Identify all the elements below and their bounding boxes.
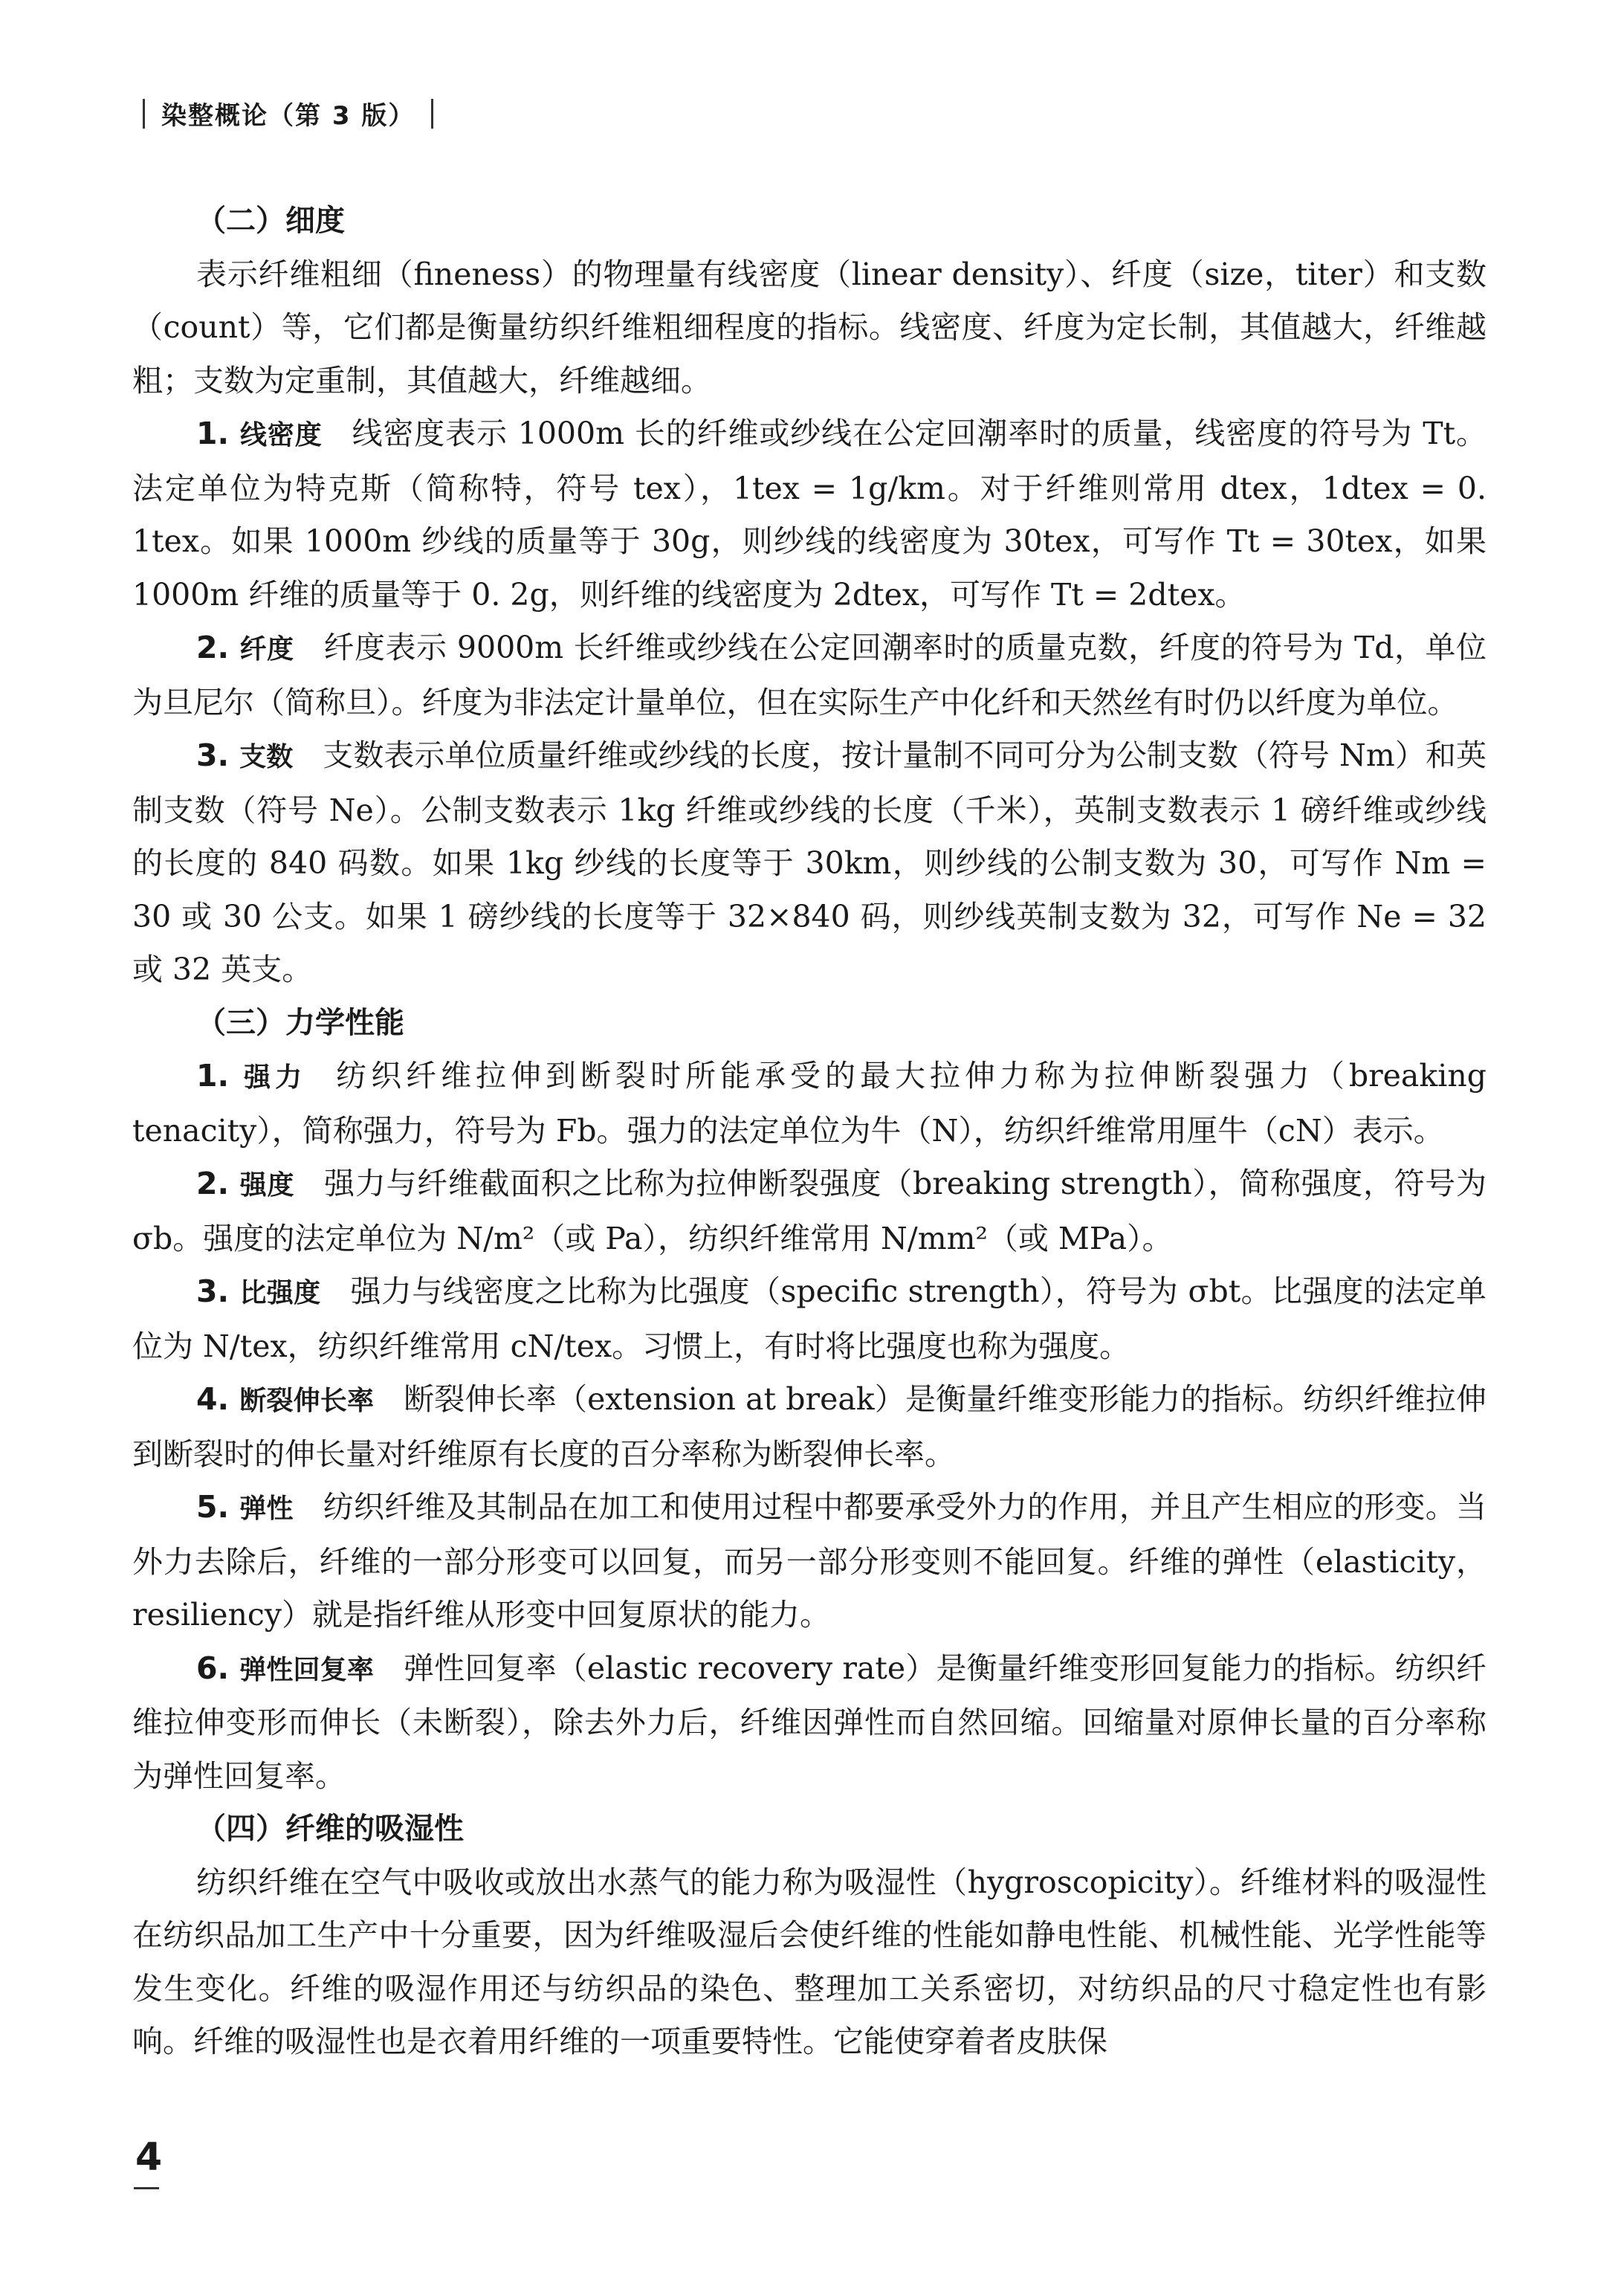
definition-text: 纤度表示 9000m 长纤维或纱线在公定回潮率时的质量克数，纤度的符号为 Td，单位为旦尼尔（简称旦）。纤度为非法定计量单位，但在实际生产中化纤和天然丝有时仍以纤度为单位。 — [132, 630, 1486, 720]
item-number: 6. — [196, 1650, 230, 1686]
section-heading-moisture: （四）纤维的吸湿性 — [196, 1812, 464, 1846]
item-number: 3. — [196, 737, 230, 773]
term-specific-strength: 比强度 — [239, 1278, 321, 1308]
page-body — [132, 195, 1486, 2069]
paragraph-specific-strength — [132, 1265, 1486, 1373]
definition-text: 强力与纤维截面积之比称为拉伸断裂强度（breaking strength），简称强度，符号为 σb。强度的法定单位为 N/m²（或 Pa），纺织纤维常用 N/mm²（或 MPa）。 — [132, 1166, 1486, 1256]
term-count: 支数 — [239, 742, 294, 772]
paragraph-elasticity — [132, 1481, 1486, 1642]
item-number: 1. — [196, 416, 230, 451]
page-number-rule — [134, 2187, 159, 2189]
definition-text: 纺织纤维及其制品在加工和使用过程中都要承受外力的作用，并且产生相应的形变。当外力去除后，纤维的一部分形变可以回复，而另一部分形变则不能回复。纤维的弹性（elasticity，resiliency）就是指纤维从形变中回复原状的能力。 — [132, 1489, 1486, 1633]
paragraph-elastic-recovery — [132, 1642, 1486, 1804]
paragraph-denier — [132, 621, 1486, 729]
page-number: 4 — [135, 2135, 163, 2180]
item-number: 1. — [196, 1058, 230, 1094]
definition-text: 纺织纤维拉伸到断裂时所能承受的最大拉伸力称为拉伸断裂强力（breaking tenacity），简称强力，符号为 Fb。强力的法定单位为牛（N），纺织纤维常用厘牛（cN）表示。 — [132, 1058, 1486, 1149]
definition-text: 支数表示单位质量纤维或纱线的长度，按计量制不同可分为公制支数（符号 Nm）和英制支数（符号 Ne）。公制支数表示 1kg 纤维或纱线的长度（千米），英制支数表示 1 磅纤维或纱线的长度的 840 码数。如果 1kg 纱线的长度等于 30km，则纱线的公制支数为 30，可写作 Nm = 30 或 30 公支。如果 1 磅纱线的长度等于 32×840 码，则纱线英制支数为 32，可写作 Ne = 32 或 32 英支。 — [132, 737, 1486, 987]
paragraph-strength — [132, 1050, 1486, 1157]
section-heading-mechanical: （三）力学性能 — [196, 1005, 404, 1040]
item-number: 4. — [196, 1381, 230, 1417]
paragraph-count — [132, 729, 1486, 997]
item-number: 2. — [196, 630, 230, 665]
paragraph-linear-density — [132, 407, 1486, 621]
item-number: 2. — [196, 1166, 230, 1201]
term-denier: 纤度 — [239, 634, 294, 665]
term-linear-density: 线密度 — [239, 420, 323, 451]
paragraph-tenacity — [132, 1157, 1486, 1265]
paragraph-moisture: 纺织纤维在空气中吸收或放出水蒸气的能力称为吸湿性（hygroscopicity）。纤维材料的吸湿性在纺织品加工生产中十分重要，因为纤维吸湿后会使纤维的性能如静电性能、机械性能、光学性能等发生变化。纤维的吸湿作用还与纺织品的染色、整理加工关系密切，对纺织品的尺寸稳定性也有影响。纤维的吸湿性也是衣着用纤维的一项重要特性。它能使穿着者皮肤保 — [132, 1864, 1486, 2059]
term-tenacity: 强度 — [239, 1170, 295, 1201]
running-header — [126, 95, 450, 132]
item-number: 5. — [196, 1489, 230, 1525]
term-elongation: 断裂伸长率 — [239, 1386, 375, 1416]
definition-text: 断裂伸长率（extension at break）是衡量纤维变形能力的指标。纺织纤维拉伸到断裂时的伸长量对纤维原有长度的百分率称为断裂伸长率。 — [132, 1381, 1486, 1472]
section-heading-fineness: （二）细度 — [196, 204, 345, 238]
paragraph-elongation — [132, 1373, 1486, 1481]
book-title: 染整概论（第 3 版） — [161, 101, 415, 131]
term-elasticity: 弹性 — [239, 1494, 294, 1524]
definition-text: 弹性回复率（elastic recovery rate）是衡量纤维变形回复能力的指标。纺织纤维拉伸变形而伸长（未断裂），除去外力后，纤维因弹性而自然回缩。回缩量对原伸长量的百分率称为弹性回复率。 — [132, 1650, 1486, 1794]
definition-text: 强力与线密度之比称为比强度（specific strength），符号为 σbt。比强度的法定单位为 N/tex，纺织纤维常用 cN/tex。习惯上，有时将比强度也称为强度。 — [132, 1273, 1486, 1364]
definition-text: 线密度表示 1000m 长的纤维或纱线在公定回潮率时的质量，线密度的符号为 Tt。法定单位为特克斯（简称特，符号 tex），1tex = 1g/km。对于纤维则常用 dtex，1dtex = 0. 1tex。如果 1000m 纱线的质量等于 30g，则纱线的线密度为 30tex，可写作 Tt = 30tex，如果 1000m 纤维的质量等于 0. 2g，则纤维的线密度为 2dtex，可写作 Tt = 2dtex。 — [132, 416, 1486, 613]
paragraph-fineness-intro: 表示纤维粗细（fineness）的物理量有线密度（linear density）、纤度（size，titer）和支数（count）等，它们都是衡量纺织纤维粗细程度的指标。线密度、纤度为定长制，其值越大，纤维越粗；支数为定重制，其值越大，纤维越细。 — [132, 256, 1486, 398]
term-elastic-recovery: 弹性回复率 — [239, 1654, 375, 1685]
header-divider-left — [143, 99, 145, 129]
item-number: 3. — [196, 1273, 230, 1309]
term-strength: 强力 — [239, 1062, 307, 1093]
header-divider-right — [431, 99, 433, 129]
